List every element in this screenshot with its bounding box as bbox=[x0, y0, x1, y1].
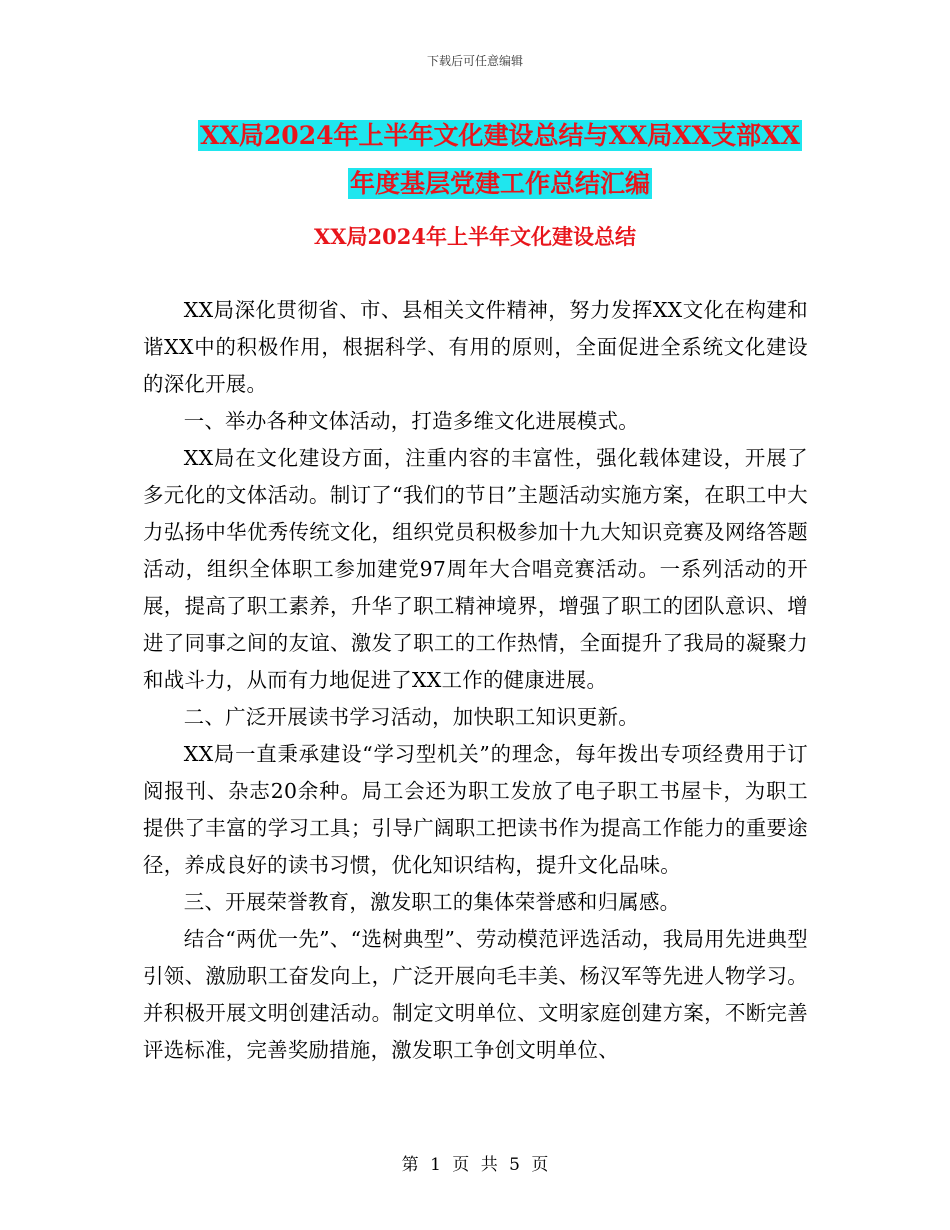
document-body bbox=[143, 292, 808, 1069]
paragraph-reading: XX局一直秉承建设“学习型机关”的理念，每年拨出专项经费用于订阅报刊、杂志20余种。局工会还为职工发放了电子职工书屋卡，为职工提供了丰富的学习工具；引导广阔职工把读书作为提高工作能力的重要途径，养成良好的读书习惯，优化知识结构，提升文化品味。 bbox=[143, 742, 808, 877]
header-note: 下载后可任意编辑 bbox=[426, 54, 523, 68]
section-title: XX局2024年上半年文化建设总结 bbox=[313, 224, 637, 249]
paragraph-intro: XX局深化贯彻省、市、县相关文件精神，努力发挥XX文化在构建和谐XX中的积极作用，根据科学、有用的原则，全面促进全系统文化建设的深化开展。 bbox=[143, 298, 808, 396]
page-number: 第 1 页 共 5 页 bbox=[401, 1155, 549, 1175]
section-heading-2: 二、广泛开展读书学习活动，加快职工知识更新。 bbox=[183, 705, 639, 729]
paragraph-honor: 结合“两优一先”、“选树典型”、劳动模范评选活动，我局用先进典型引领、激励职工奋发向上，广泛开展向毛丰美、杨汉军等先进人物学习。并积极开展文明创建活动。制定文明单位、文明家庭创建方案，不断完善评选标准，完善奖励措施，激发职工争创文明单位、 bbox=[143, 927, 808, 1062]
section-heading-3: 三、开展荣誉教育，激发职工的集体荣誉感和归属感。 bbox=[183, 890, 681, 914]
paragraph-activities: XX局在文化建设方面，注重内容的丰富性，强化载体建设，开展了多元化的文体活动。制订了“我们的节日”主题活动实施方案，在职工中大力弘扬中华优秀传统文化，组织党员积极参加十九大知识竞赛及网络答题活动，组织全体职工参加建党97周年大合唱竞赛活动。一系列活动的开展，提高了职工素养，升华了职工精神境界，增强了职工的团队意识、增进了同事之间的友谊、激发了职工的工作热情，全面提升了我局的凝聚力和战斗力，从而有力地促进了XX工作的健康进展。 bbox=[143, 446, 808, 692]
document-title-line-1: XX局2024年上半年文化建设总结与XX局XX支部XX bbox=[200, 121, 800, 150]
section-heading-1: 一、举办各种文体活动，打造多维文化进展模式。 bbox=[183, 409, 639, 433]
document-title-line-2: 年度基层党建工作总结汇编 bbox=[349, 169, 650, 198]
document-title bbox=[160, 112, 840, 208]
